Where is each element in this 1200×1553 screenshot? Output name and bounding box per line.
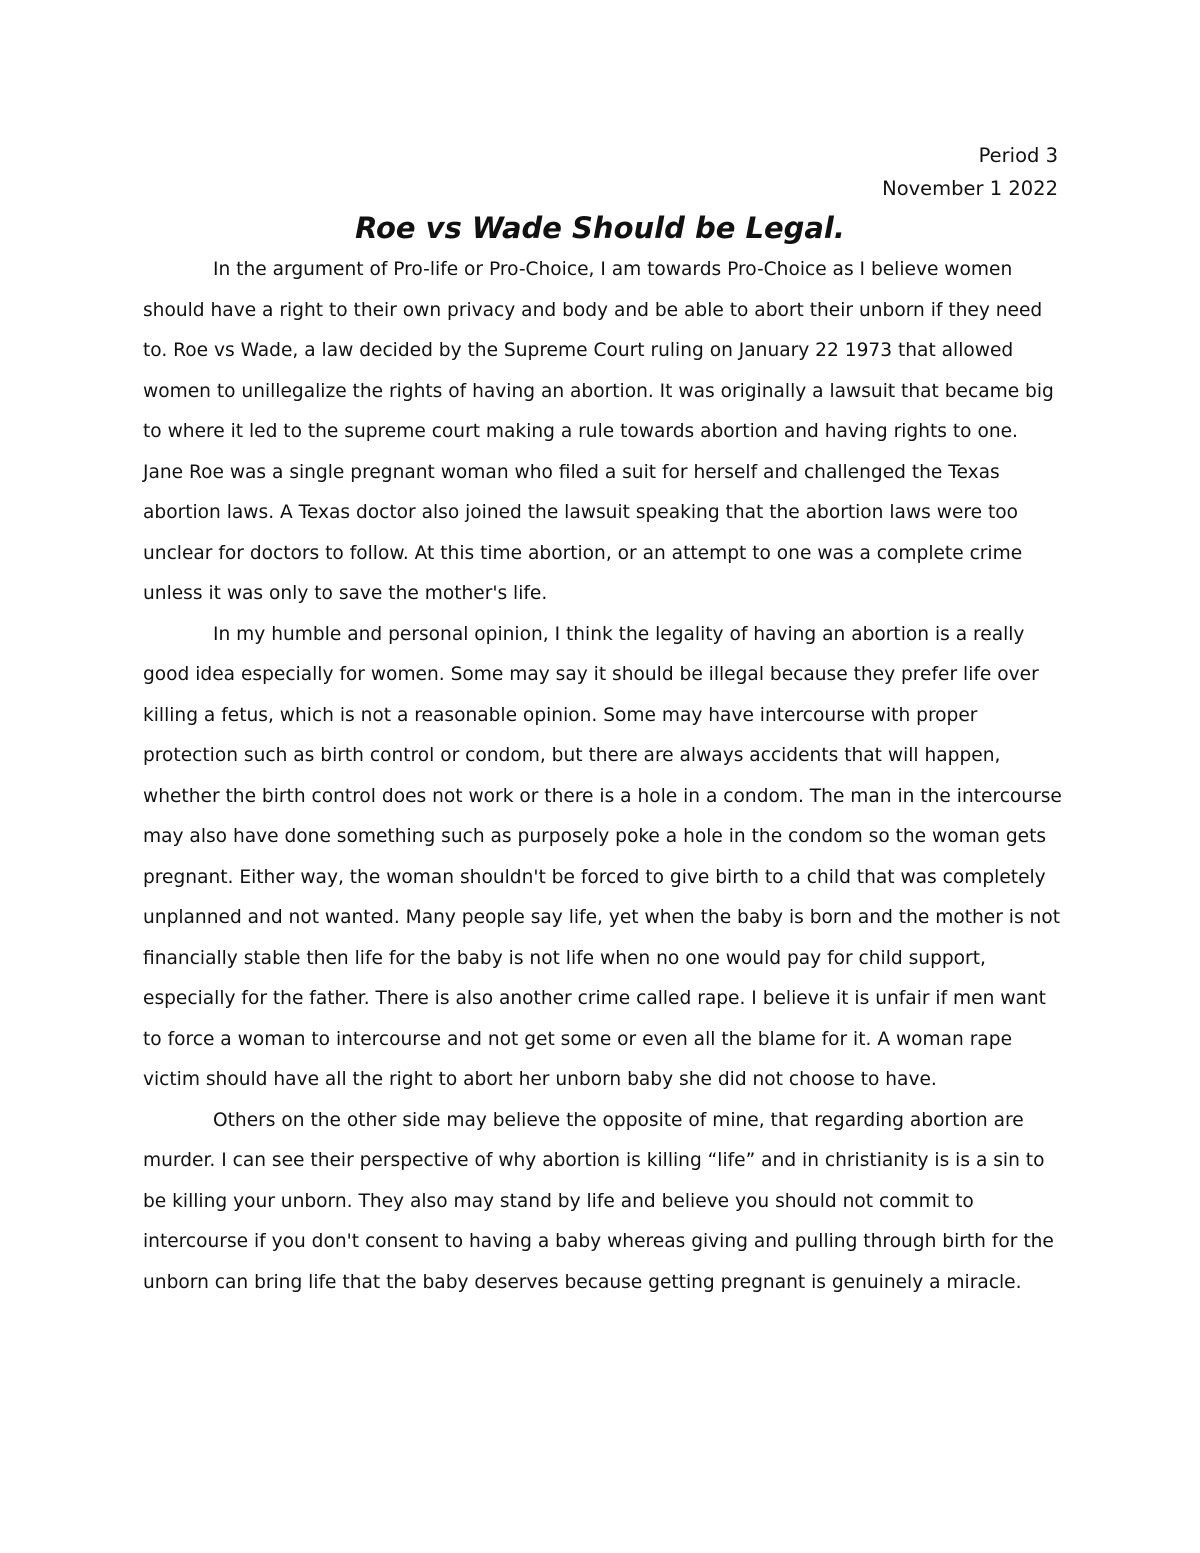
paragraph-2: In my humble and personal opinion, I think the legality of having an abortion is a really good idea especially for women. Some may say it should be illegal because they prefer life over killing a fetus, which is not a reasonable opinion. Some may have intercourse with proper protection such as birth control or condom, but there are always accidents that will happen, whether the birth control does not work or there is a hole in a condom. The man in the intercourse may also have done something such as purposely poke a hole in the condom so the woman gets pregnant. Either way, the woman shouldn't be forced to give birth to a child that was completely unplanned and not wanted. Many people say life, yet when the baby is born and the mother is not financially stable then life for the baby is not life when no one would pay for child support, especially for the father. There is also another crime called rape. I believe it is unfair if men want to force a woman to intercourse and not get some or even all the blame for it. A woman rape victim should have all the right to abort her unborn baby she did not choose to have.: [143, 623, 1062, 1090]
period-label: Period 3: [978, 144, 1058, 167]
date-label: November 1 2022: [882, 177, 1058, 200]
document-body: [143, 250, 1063, 1303]
paragraph-1: In the argument of Pro-life or Pro-Choice, I am towards Pro-Choice as I believe women should have a right to their own privacy and body and be able to abort their unborn if they need to. Roe vs Wade, a law decided by the Supreme Court ruling on January 22 1973 that allowed women to unillegalize the rights of having an abortion. It was originally a lawsuit that became big to where it led to the supreme court making a rule towards abortion and having rights to one. Jane Roe was a single pregnant woman who filed a suit for herself and challenged the Texas abortion laws. A Texas doctor also joined the lawsuit speaking that the abortion laws were too unclear for doctors to follow. At this time abortion, or an attempt to one was a complete crime unless it was only to save the mother's life.: [143, 259, 1054, 604]
document-title: Roe vs Wade Should be Legal.: [355, 211, 845, 245]
paragraph-3: Others on the other side may believe the opposite of mine, that regarding abortion are murder. I can see their perspective of why abortion is killing “life” and in christianity is is a sin to be killing your unborn. They also may stand by life and believe you should not commit to intercourse if you don't consent to having a baby whereas giving and pulling through birth for the unborn can bring life that the baby deserves because getting pregnant is genuinely a miracle.: [143, 1109, 1054, 1293]
document-header: [882, 139, 1058, 205]
